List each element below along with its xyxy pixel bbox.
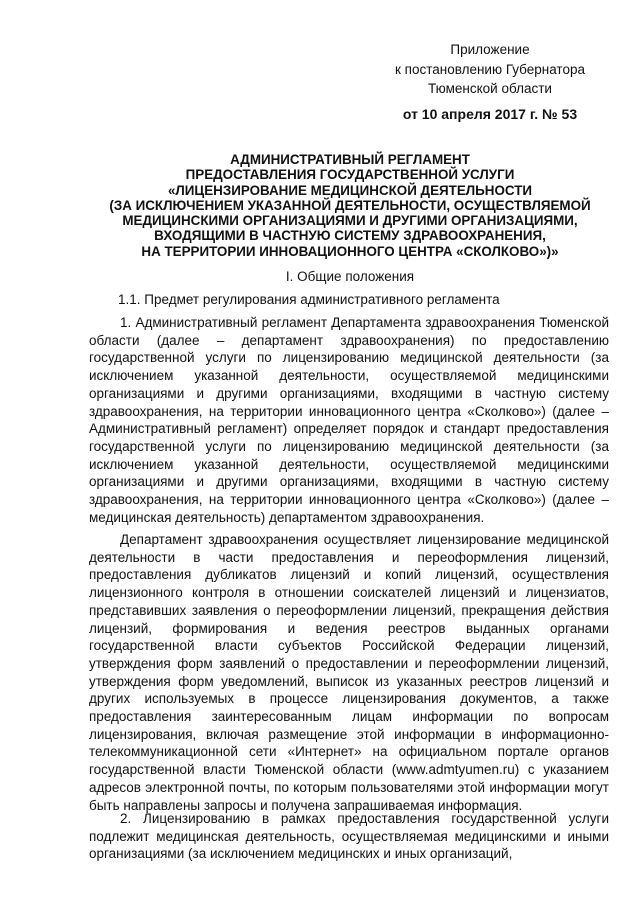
title-line: «ЛИЦЕНЗИРОВАНИЕ МЕДИЦИНСКОЙ ДЕЯТЕЛЬНОСТИ	[167, 182, 533, 198]
title-line: НА ТЕРРИТОРИИ ИННОВАЦИОННОГО ЦЕНТРА «СКОЛКОВО»)»	[141, 243, 559, 259]
paragraph-3: 2. Лицензированию в рамках предоставления государственной услуги подлежит медицинская деятельность, осуществляемая медицинскими и иными организациями (за исключением медицинских и иных организаций,	[89, 811, 609, 862]
section-heading: I. Общие положения	[285, 269, 415, 284]
title-line: МЕДИЦИНСКИМИ ОРГАНИЗАЦИЯМИ И ДРУГИМИ ОРГАНИЗАЦИЯМИ,	[122, 213, 578, 229]
title-line: ПРЕДОСТАВЛЕНИЯ ГОСУДАРСТВЕННОЙ УСЛУГИ	[185, 167, 515, 183]
appendix-decree-ref: к постановлению Губернатора	[395, 61, 585, 77]
subsection-heading: 1.1. Предмет регулирования административного регламента	[118, 292, 500, 307]
appendix-block	[360, 40, 620, 124]
paragraph-2: Департамент здравоохранения осуществляет лицензирование медицинской деятельности в части предоставления и переоформления лицензий, предоставления дубликатов лицензий и копий лицензий, осуществления лицензионного контроля в отношении соискателей лицензий и лицензиатов, представивших заявления о переоформлении лицензий, прекращения действия лицензий, формирования и ведения реестров выданных органами государственной власти субъектов Российской Федерации лицензий, утверждения форм заявлений о предоставлении и переоформлении лицензий, утверждения форм уведомлений, выписок из указанных реестров лицензий и других используемых в процессе лицензирования документов, а также предоставления заинтересованным лицам информации по вопросам лицензирования, включая размещение этой информации в информационно-телекоммуникационной сети «Интернет» на официальном портале органов государственной власти Тюменской области (www.admtyumen.ru) с указанием адресов электронной почты, по которым пользователями этой информации могут быть направлены запросы и получена запрашиваемая информация.	[89, 532, 609, 813]
title-line: (ЗА ИСКЛЮЧЕНИЕМ УКАЗАННОЙ ДЕЯТЕЛЬНОСТИ, ОСУЩЕСТВЛЯЕМОЙ	[109, 197, 591, 213]
appendix-region: Тюменской области	[428, 81, 552, 96]
appendix-date: от 10 апреля 2017 г. № 53	[402, 105, 578, 122]
appendix-label: Приложение	[450, 42, 530, 57]
document-title	[80, 152, 620, 259]
title-line: ВХОДЯЩИМИ В ЧАСТНУЮ СИСТЕМУ ЗДРАВООХРАНЕНИЯ,	[154, 228, 546, 244]
title-line: АДМИНИСТРАТИВНЫЙ РЕГЛАМЕНТ	[230, 152, 470, 167]
paragraph-1: 1. Административный регламент Департамента здравоохранения Тюменской области (далее – департамент здравоохранения) по предоставлению государственной услуги по лицензированию медицинской деятельности (за исключением указанной деятельности, осуществляемой медицинскими организациями и другими организациями, входящими в частную систему здравоохранения, на территории инновационного центра «Сколково») (далее – Административный регламент) определяет порядок и стандарт предоставления государственной услуги по лицензированию медицинской деятельности (за исключением указанной деятельности, осуществляемой медицинскими организациями и другими организациями, входящими в частную систему здравоохранения, на территории инновационного центра «Сколково») (далее – медицинская деятельность) департаментом здравоохранения.	[89, 315, 609, 525]
